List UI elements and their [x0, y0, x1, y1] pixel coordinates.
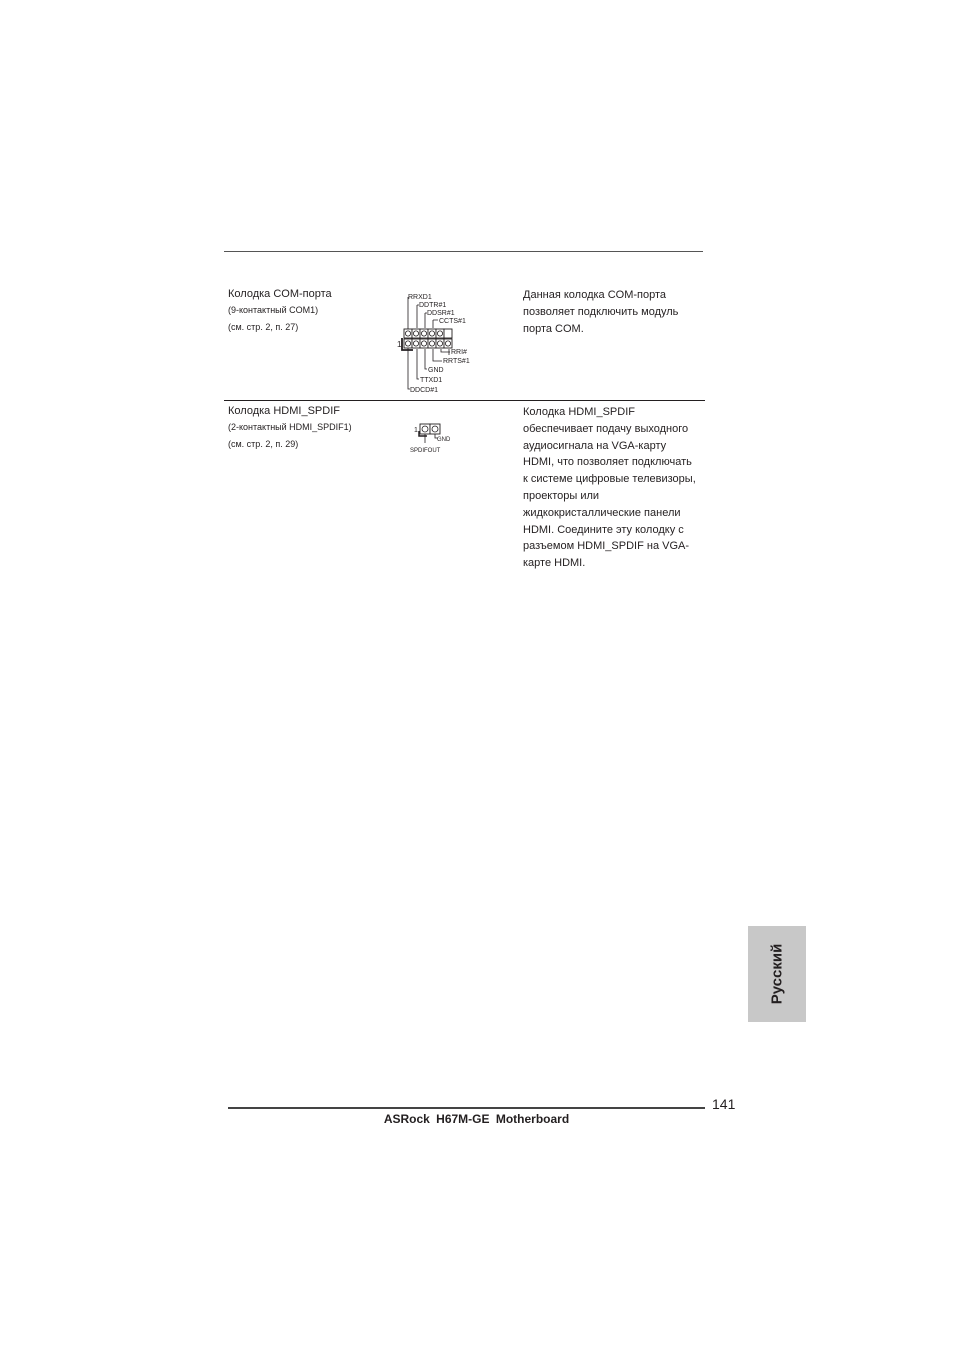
com-desc-line: Данная колодка COM-порта	[523, 289, 667, 301]
footer-divider	[228, 1107, 705, 1109]
com-label-rrxd1: RRXD1	[408, 294, 432, 301]
hdmi-desc-line: карте HDMI.	[523, 557, 586, 570]
com-header-info	[228, 287, 398, 336]
hdmi-desc-line: разъемом HDMI_SPDIF на VGA-	[523, 540, 690, 553]
com-label-ccts1: CCTS#1	[439, 318, 466, 325]
hdmi-spdif-pin-count: (2-контактный HDMI_SPDIF1)	[228, 422, 352, 432]
page-number: 141	[712, 1096, 736, 1112]
top-divider	[224, 251, 703, 252]
hdmi-spdif-title: Колодка HDMI_SPDIF	[228, 405, 340, 417]
com-label-rrts1: RRTS#1	[443, 358, 470, 365]
com-desc-line: порта COM.	[523, 322, 584, 335]
hdmi-desc-line: аудиосигнала на VGA-карту	[523, 439, 667, 452]
com-header-pin-count: (9-контактный COM1)	[228, 305, 319, 315]
com-header-diagram	[396, 291, 486, 397]
section-divider	[224, 400, 705, 401]
hdmi-spdif-diagram	[408, 421, 458, 456]
com-header-title: Колодка COM-порта	[228, 288, 332, 300]
com-pin1-label: 1	[397, 340, 402, 349]
hdmi-desc-line: к системе цифровые телевизоры,	[523, 473, 696, 486]
language-tab	[748, 926, 806, 1022]
hdmi-desc-line: Колодка HDMI_SPDIF	[523, 406, 635, 418]
com-header-reference: (см. стр. 2, п. 27)	[228, 322, 299, 332]
hdmi-spdif-reference: (см. стр. 2, п. 29)	[228, 439, 299, 449]
hdmi-spdif-info	[228, 404, 398, 453]
com-header-description	[523, 287, 708, 337]
hdmi-pin1-label: 1	[414, 427, 418, 434]
hdmi-desc-line: HDMI, что позволяет подключать	[523, 456, 692, 469]
language-tab-label: Русский	[768, 943, 786, 1005]
hdmi-desc-line: HDMI. Соедините эту колодку с	[523, 523, 684, 536]
com-label-ddcd1: DDCD#1	[410, 387, 439, 394]
hdmi-label-gnd: GND	[437, 437, 451, 443]
hdmi-desc-line: проекторы или	[523, 489, 600, 502]
com-label-ddtr1: DDTR#1	[419, 302, 447, 309]
com-label-ddsr1: DDSR#1	[427, 310, 455, 317]
hdmi-spdif-description	[523, 404, 708, 572]
com-label-rri: RRI#	[451, 349, 467, 356]
hdmi-label-spdifout: SPDIFOUT	[410, 448, 441, 454]
com-label-gnd: GND	[428, 367, 444, 374]
hdmi-desc-line: обеспечивает подачу выходного	[523, 422, 689, 435]
com-label-ttxd1: TTXD1	[420, 377, 443, 384]
footer-product-name: ASRock H67M-GE Motherboard	[383, 1112, 570, 1126]
hdmi-desc-line: жидкокристаллические панели	[523, 506, 681, 519]
com-desc-line: позволяет подключить модуль	[523, 305, 679, 318]
